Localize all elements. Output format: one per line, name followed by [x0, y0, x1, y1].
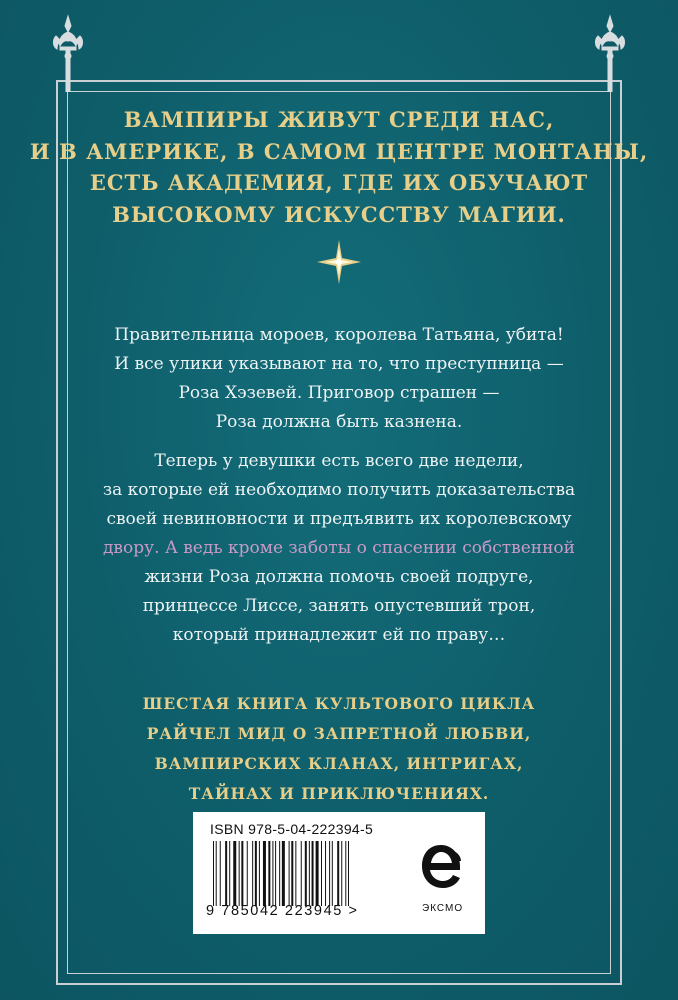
synopsis-line: Роза должна быть казнена.	[215, 412, 463, 432]
promo-line: РАЙЧЕЛ МИД О ЗАПРЕТНОЙ ЛЮБВИ,	[146, 724, 532, 743]
promo-line: ТАЙНАХ И ПРИКЛЮЧЕНИЯХ.	[188, 784, 490, 803]
tagline	[0, 104, 678, 230]
isbn-label: ISBN 978-5-04-222394-5	[210, 821, 374, 837]
barcode-image	[213, 841, 399, 906]
fleur-de-lis-finial-icon	[590, 14, 630, 92]
fleur-de-lis-finial-icon	[48, 14, 88, 92]
synopsis-line: своей невиновности и предъявить их королевскому	[106, 509, 572, 529]
synopsis-line-highlighted	[0, 534, 678, 563]
eksmo-logo-icon	[420, 843, 462, 893]
synopsis-line: Теперь у девушки есть всего две недели,	[154, 451, 524, 471]
sparkle-star-icon	[317, 240, 361, 284]
synopsis-paragraph-2	[0, 447, 678, 650]
synopsis-line: за которые ей необходимо получить доказательства	[102, 480, 576, 500]
barcode-digits: 9 785042 223945 >	[206, 903, 359, 919]
synopsis-line: Правительница мороев, королева Татьяна, убита!	[114, 325, 564, 345]
synopsis-line: жизни Роза должна помочь своей подруге,	[144, 567, 534, 587]
tagline-line: ВАМПИРЫ ЖИВУТ СРЕДИ НАС,	[123, 107, 555, 132]
series-promo	[0, 689, 678, 809]
synopsis-line: который принадлежит ей по праву…	[172, 625, 506, 645]
synopsis-paragraph-1	[0, 321, 678, 437]
promo-line: ВАМПИРСКИХ КЛАНАХ, ИНТРИГАХ,	[154, 754, 524, 773]
synopsis-line: принцессе Лиссе, занять опустевший трон,	[142, 596, 536, 616]
promo-line: ШЕСТАЯ КНИГА КУЛЬТОВОГО ЦИКЛА	[142, 694, 536, 713]
publisher-name: ЭКСМО	[422, 903, 464, 914]
highlighted-text: ру. А ведь кроме заботы о спасении собственной	[133, 538, 576, 558]
tagline-line: ВЫСОКОМУ ИСКУССТВУ МАГИИ.	[112, 201, 566, 227]
tagline-line: И В АМЕРИКЕ, В САМОМ ЦЕНТРЕ МОНТАНЫ,	[29, 138, 649, 164]
highlighted-text: дво	[102, 538, 134, 558]
tagline-line: ЕСТЬ АКАДЕМИЯ, ГДЕ ИХ ОБУЧАЮТ	[89, 170, 589, 195]
synopsis-line: И все улики указывают на то, что преступница —	[114, 354, 564, 374]
synopsis-line: Роза Хэзевей. Приговор страшен —	[178, 383, 500, 403]
